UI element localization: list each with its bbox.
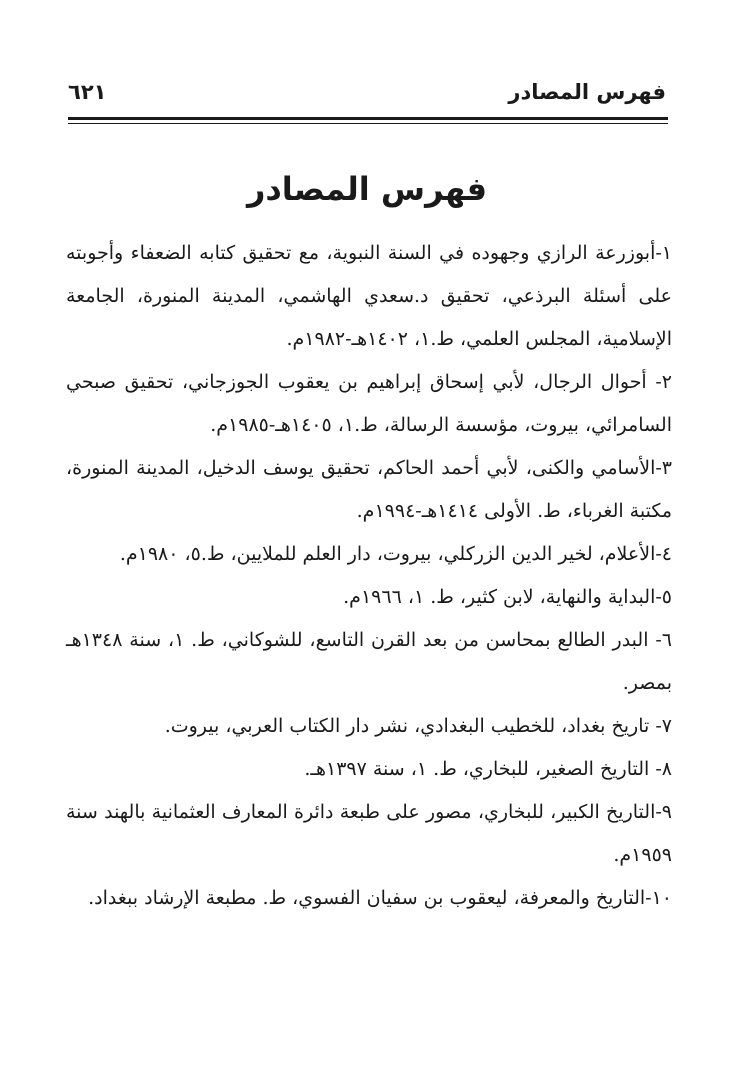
entry-number: ٢- [655,371,672,393]
reference-entry-7 [66,705,672,748]
page-title: فهرس المصادر [246,170,488,208]
running-header [68,80,666,116]
entry-number: ٣- [655,457,672,479]
entry-number: ٩- [655,801,672,823]
entry-number: ٤- [655,543,672,565]
entry-text: أحوال الرجال، لأبي إسحاق إبراهيم بن يعقوب الجوزجاني، تحقيق صبحي السامرائي، بيروت، مؤسسة الرسالة، ط.١، ١٤٠٥هـ-١٩٨٥م. [66,371,672,436]
header-rule-thick [68,117,668,120]
entry-text: التاريخ والمعرفة، ليعقوب بن سفيان الفسوي، ط. مطبعة الإرشاد ببغداد. [88,887,646,909]
entry-text: التاريخ الصغير، للبخاري، ط. ١، سنة ١٣٩٧هـ. [304,758,650,780]
reference-entry-9 [66,791,672,877]
entry-text: البداية والنهاية، لابن كثير، ط. ١، ١٩٦٦م. [343,586,656,608]
reference-entry-2 [66,361,672,447]
entry-text: البدر الطالع بمحاسن من بعد القرن التاسع، للشوكاني، ط. ١، سنة ١٣٤٨هـ بمصر. [66,629,672,694]
reference-entry-3 [66,447,672,533]
running-header-title: فهرس المصادر [508,80,666,104]
reference-entry-6 [66,619,672,705]
entry-text: الأعلام، لخير الدين الزركلي، بيروت، دار العلم للملايين، ط.٥، ١٩٨٠م. [119,543,656,565]
page-number: ٦٢١ [68,80,107,104]
reference-entry-8 [66,748,672,791]
entry-number: ٧- [655,715,672,737]
entry-number: ٥- [655,586,672,608]
entry-number: ١٠- [645,887,672,909]
entry-number: ١- [655,242,672,264]
reference-entry-4 [66,533,672,576]
header-rule-thin [68,123,668,124]
entry-number: ٦- [655,629,672,651]
reference-entry-10 [66,877,672,920]
reference-entry-1 [66,232,672,361]
references-list [66,232,672,920]
reference-entry-5 [66,576,672,619]
entry-text: التاريخ الكبير، للبخاري، مصور على طبعة دائرة المعارف العثمانية بالهند سنة ١٩٥٩م. [66,801,672,866]
entry-text: تاريخ بغداد، للخطيب البغدادي، نشر دار الكتاب العربي، بيروت. [164,715,650,737]
entry-number: ٨- [655,758,672,780]
entry-text: أبوزرعة الرازي وجهوده في السنة النبوية، مع تحقيق كتابه الضعفاء وأجوبته على أسئلة البرذعي، تحقيق د.سعدي الهاشمي، المدينة المنورة، الجامعة الإسلامية، المجلس العلمي، ط.١، ١٤٠٢هـ-١٩٨٢م. [66,242,672,350]
entry-text: الأسامي والكنى، لأبي أحمد الحاكم، تحقيق يوسف الدخيل، المدينة المنورة، مكتبة الغرباء، ط. الأولى ١٤١٤هـ-١٩٩٤م. [66,457,672,522]
